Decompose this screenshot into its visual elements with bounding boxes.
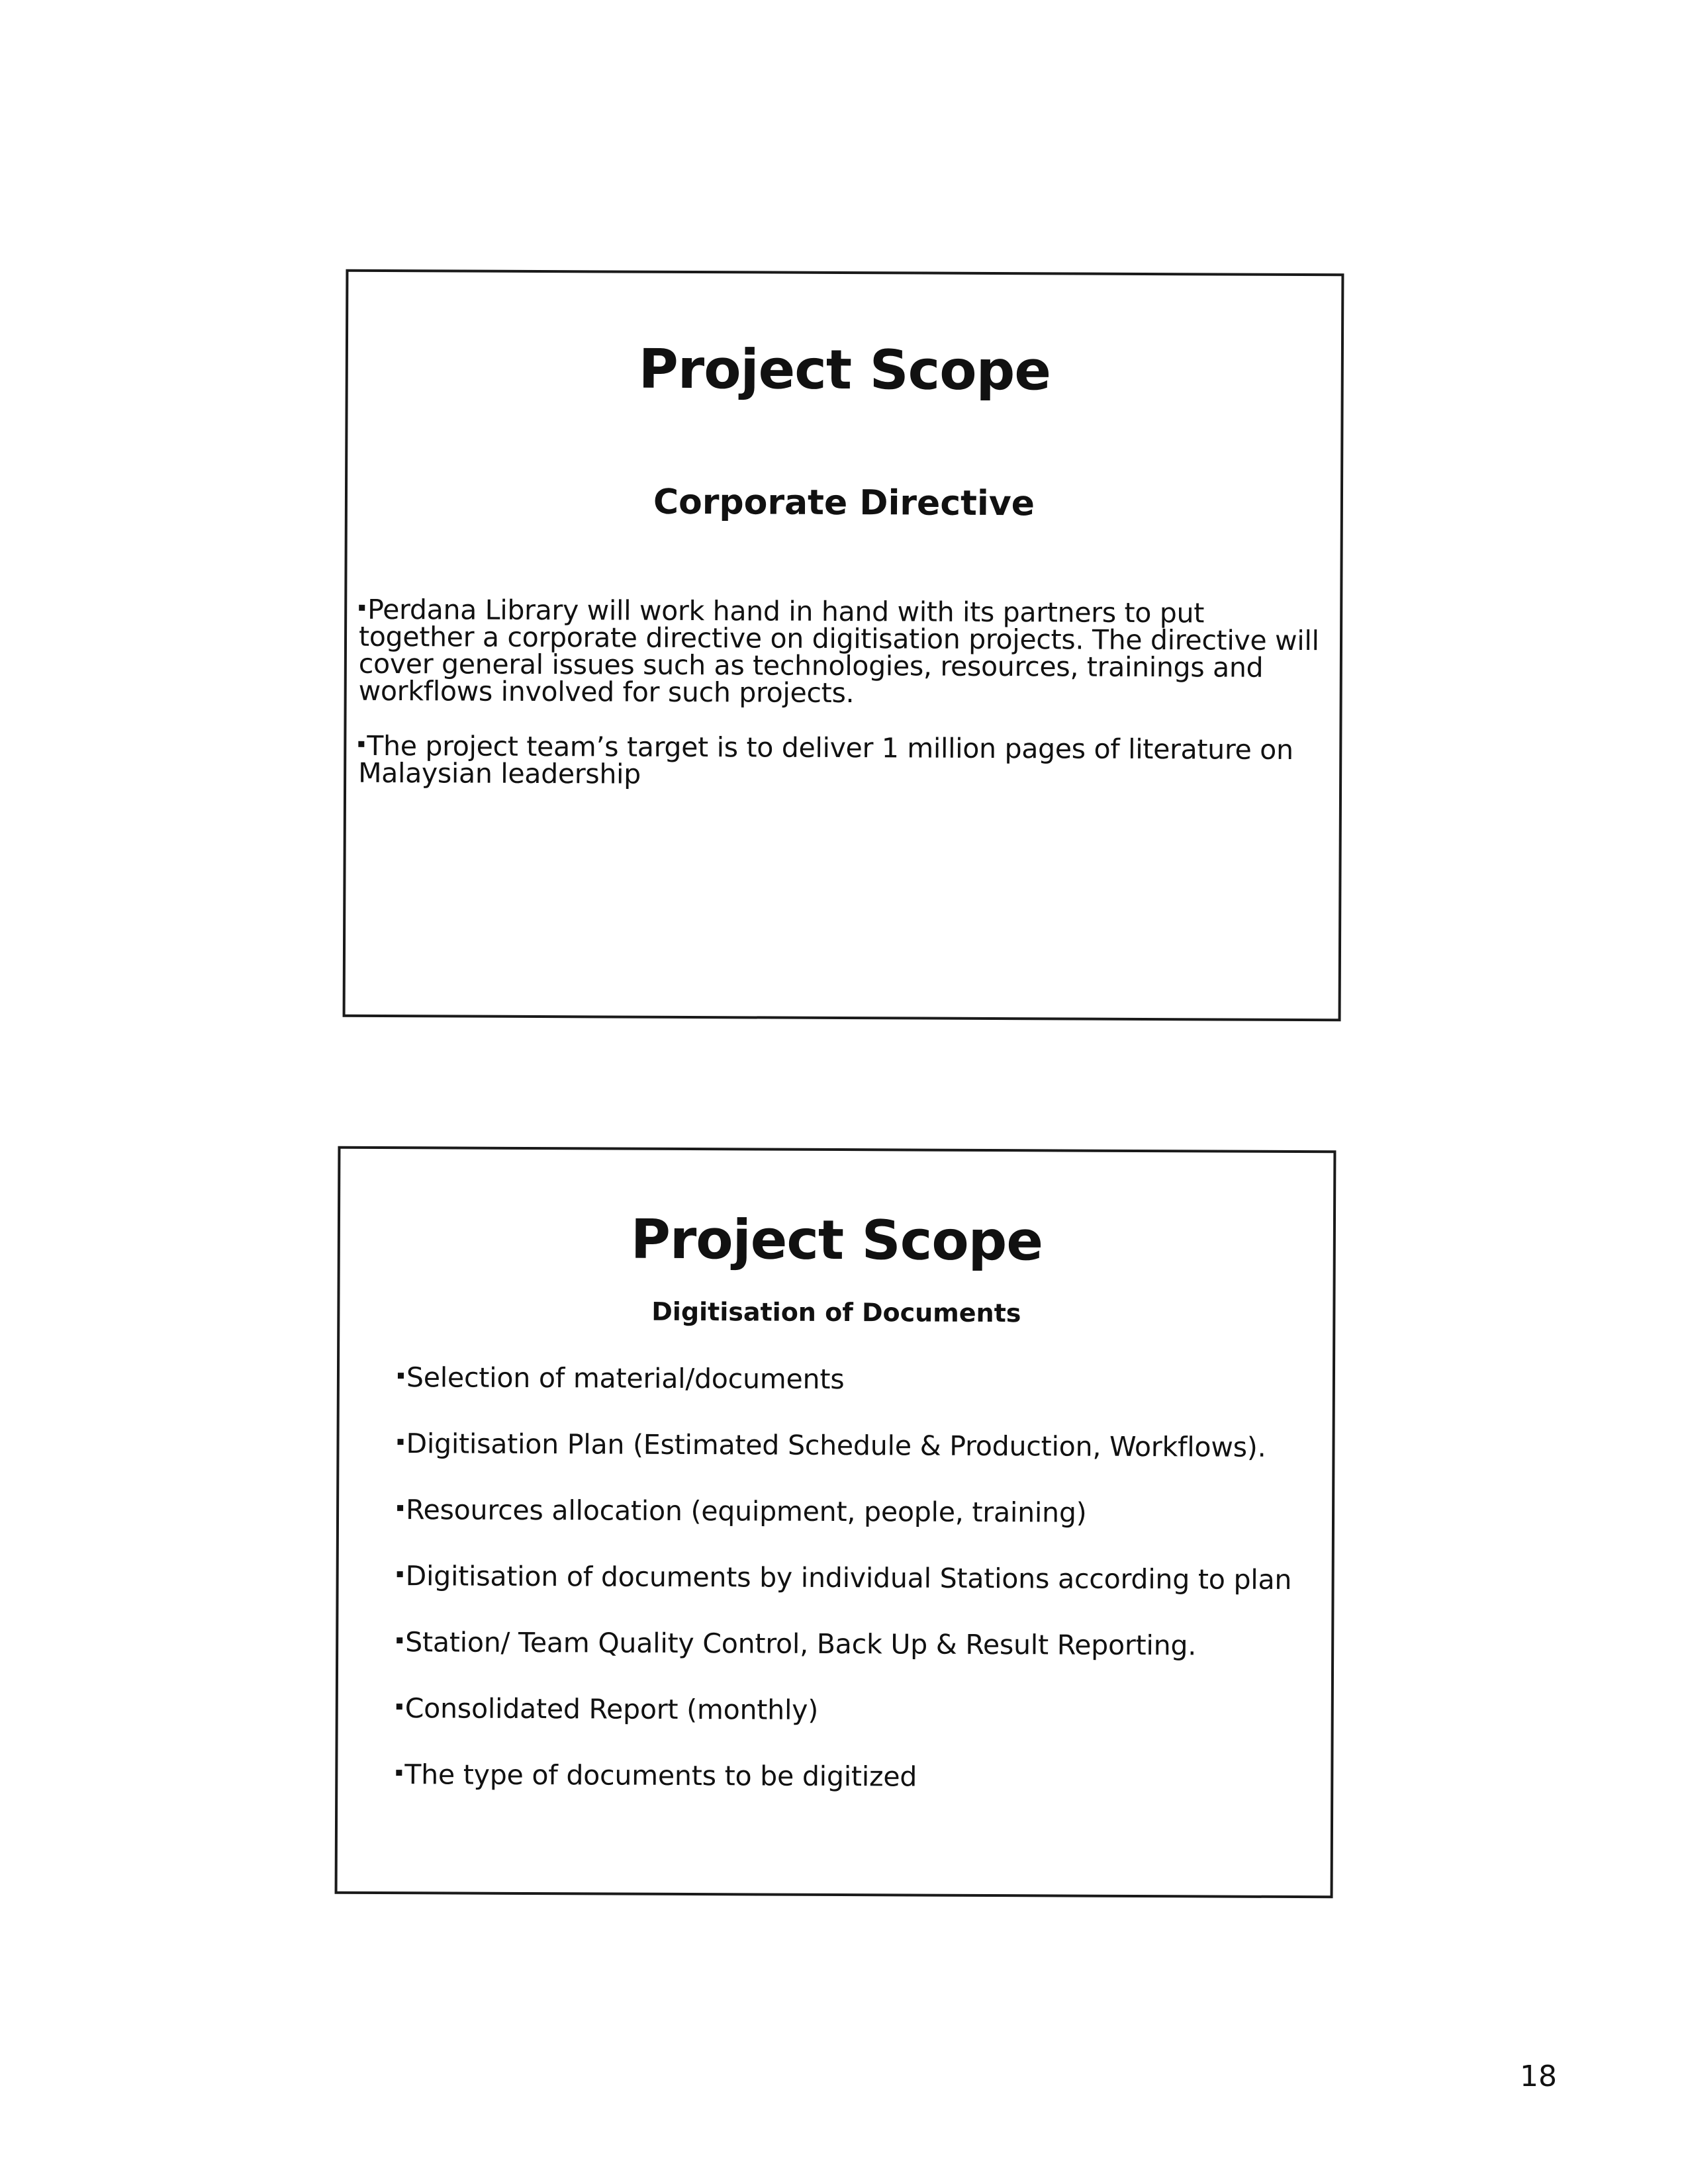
- bullet-text: Selection of material/documents: [406, 1361, 845, 1396]
- bullet-text: Digitisation of documents by individual Stations according to plan: [405, 1560, 1292, 1596]
- square-bullet-icon: [397, 1637, 402, 1643]
- bullet-text: Consolidated Report (monthly): [404, 1692, 819, 1726]
- list-item: [396, 1758, 1304, 1828]
- list-item: [397, 1493, 1305, 1563]
- square-bullet-icon: [397, 1704, 402, 1709]
- square-bullet-icon: [397, 1571, 403, 1577]
- bullet-text: Resources allocation (equipment, people, training): [405, 1494, 1087, 1529]
- paragraph-text: The project team’s target is to deliver 1 million pages of literature on Malaysian leadership: [358, 729, 1293, 790]
- bullet-text: Station/ Team Quality Control, Back Up & Result Reporting.: [405, 1626, 1197, 1662]
- bullet-text: The type of documents to be digitized: [404, 1758, 917, 1793]
- bullet-list: [396, 1361, 1306, 1828]
- list-item: [358, 593, 1321, 709]
- slide-subtitle: Corporate Directive: [653, 482, 1035, 524]
- paragraph-text: Perdana Library will work hand in hand with its partners to put together a corporate directive on digitisation projects. The directive will cover general issues such as technologies, resources, trainings and workflows involved for such projects.: [358, 593, 1319, 709]
- slide-digitisation-of-documents: [335, 1146, 1336, 1899]
- slide-title: Project Scope: [638, 338, 1051, 403]
- slide-subtitle: Digitisation of Documents: [651, 1297, 1021, 1328]
- list-item: [396, 1692, 1304, 1762]
- slide-corporate-directive: [343, 269, 1344, 1022]
- square-bullet-icon: [396, 1770, 402, 1776]
- bullet-text: Digitisation Plan (Estimated Schedule & Production, Workflows).: [406, 1428, 1266, 1463]
- square-bullet-icon: [397, 1505, 403, 1511]
- square-bullet-icon: [398, 1373, 404, 1379]
- list-item: [398, 1361, 1306, 1431]
- square-bullet-icon: [359, 604, 365, 610]
- page-number: 18: [1520, 2060, 1557, 2093]
- list-item: [397, 1559, 1305, 1629]
- slide-title: Project Scope: [630, 1208, 1043, 1273]
- paragraph-list: [358, 593, 1320, 819]
- list-item: [358, 729, 1319, 791]
- list-item: [397, 1625, 1305, 1696]
- list-item: [397, 1427, 1305, 1497]
- square-bullet-icon: [398, 1439, 404, 1445]
- square-bullet-icon: [358, 741, 364, 747]
